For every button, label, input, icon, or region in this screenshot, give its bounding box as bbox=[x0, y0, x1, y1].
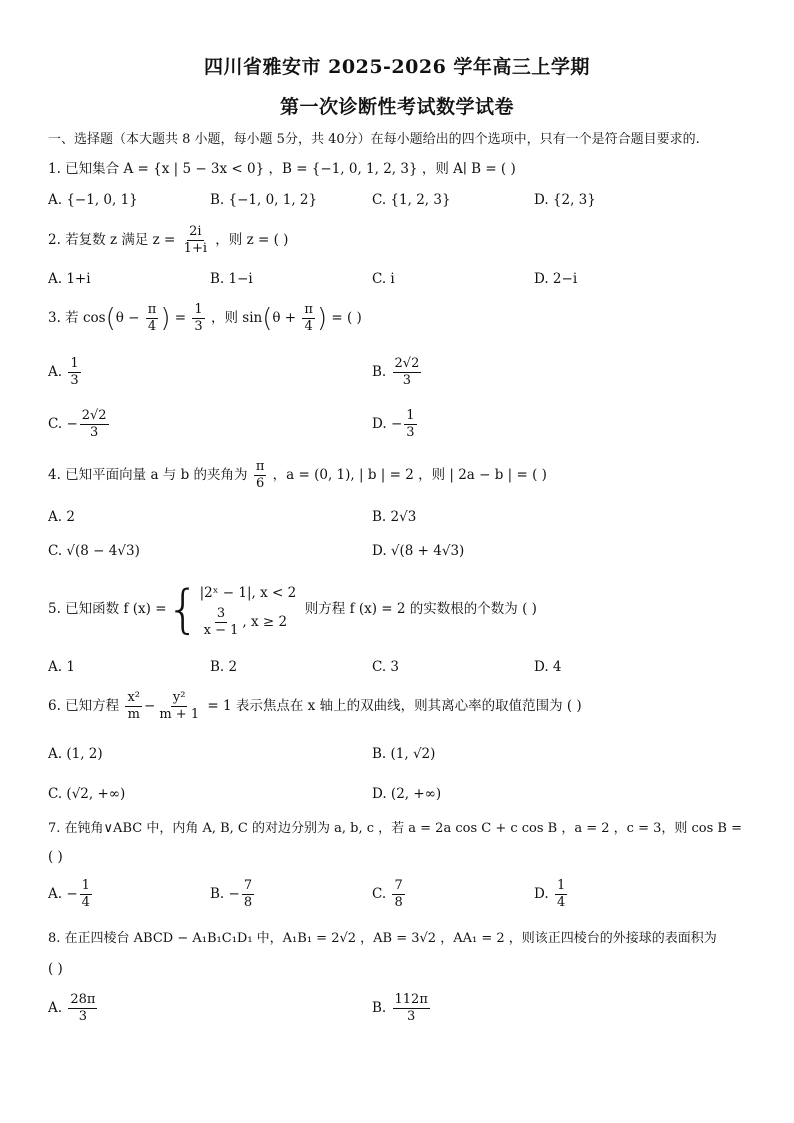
q5-case2-num: 3 bbox=[216, 606, 226, 621]
q8-option-b bbox=[372, 988, 432, 1028]
q3-lparen: ( bbox=[105, 303, 116, 334]
q6-f1-num: x² bbox=[127, 690, 141, 705]
q3-suffix: = ( ) bbox=[331, 310, 362, 326]
q3-pi-num: π bbox=[147, 302, 157, 317]
q5-option-b: B. 2 bbox=[210, 659, 238, 675]
q3-a-den: 3 bbox=[70, 373, 79, 388]
q6-option-d: D. (2, +∞) bbox=[372, 786, 442, 802]
q3-b-frac bbox=[393, 356, 422, 389]
q6-f2-den: m + 1 bbox=[159, 707, 200, 722]
q5-case-1: |2ˣ − 1|, x < 2 bbox=[199, 585, 297, 601]
q6-suffix: = 1 表示焦点在 x 轴上的双曲线，则其离心率的取值范围为 ( ) bbox=[207, 698, 582, 714]
q3-a-frac bbox=[68, 356, 80, 389]
q7-option-b bbox=[210, 874, 256, 914]
q7-b-sign: − bbox=[228, 886, 240, 902]
q5-brace: { bbox=[166, 579, 200, 640]
q5-option-d: D. 4 bbox=[534, 659, 562, 675]
q5-prefix: 5. 已知函数 f (x) = bbox=[48, 601, 167, 617]
q4-angle-frac bbox=[254, 459, 267, 492]
q7-a-frac bbox=[80, 878, 92, 911]
q3-pi-num-2: π bbox=[304, 302, 313, 317]
q7-a-sign: − bbox=[66, 886, 78, 902]
q8-b-label: B. bbox=[372, 1000, 387, 1016]
q3-option-a bbox=[48, 352, 83, 392]
q3-d-den: 3 bbox=[406, 425, 415, 440]
q7-a-label: A. bbox=[48, 886, 63, 902]
q3-b-label: B. bbox=[372, 364, 387, 380]
q2-fraction bbox=[182, 224, 209, 257]
q7-b-num: 7 bbox=[243, 878, 253, 893]
q3-prefix: 3. 若 cos bbox=[48, 310, 106, 326]
q4-option-c: C. √(8 − 4√3) bbox=[48, 543, 140, 559]
q2-prefix: 2. 若复数 z 满足 z = bbox=[48, 232, 176, 248]
q7-d-num: 1 bbox=[556, 878, 566, 893]
q3-option-c bbox=[48, 404, 111, 444]
exam-title-line1: 四川省雅安市 2025-2026 学年高三上学期 bbox=[204, 56, 590, 78]
q3-eq-num: 1 bbox=[194, 302, 203, 317]
q3-c-sign: − bbox=[66, 416, 78, 432]
q3-a-num: 1 bbox=[70, 356, 79, 371]
q6-prefix: 6. 已知方程 bbox=[48, 698, 120, 714]
q1-option-c: C. {1, 2, 3} bbox=[372, 192, 451, 208]
q5-case2-frac bbox=[202, 606, 241, 639]
q5-piecewise bbox=[200, 580, 297, 639]
question-5-stem bbox=[48, 574, 537, 644]
q7-c-num: 7 bbox=[394, 878, 403, 893]
q3-d-frac bbox=[404, 408, 416, 441]
question-2-stem bbox=[48, 220, 288, 260]
q7-b-den: 8 bbox=[243, 895, 253, 910]
q2-option-b: B. 1−i bbox=[210, 271, 253, 287]
q2-option-c: C. i bbox=[372, 271, 395, 287]
q4-prefix: 4. 已知平面向量 a 与 b 的夹角为 bbox=[48, 467, 248, 483]
exam-title-line2: 第一次诊断性考试数学试卷 bbox=[279, 96, 514, 118]
q6-option-b: B. (1, √2) bbox=[372, 746, 436, 762]
q2-frac-den: 1+i bbox=[183, 241, 207, 256]
q1-option-b: B. {−1, 0, 1, 2} bbox=[210, 192, 318, 208]
q3-cos-arg: θ − bbox=[115, 310, 140, 326]
q3-option-b bbox=[372, 352, 423, 392]
q7-a-num: 1 bbox=[81, 878, 90, 893]
q6-option-c: C. (√2, +∞) bbox=[48, 786, 126, 802]
q3-d-label: D. bbox=[372, 416, 387, 432]
q3-c-label: C. bbox=[48, 416, 63, 432]
q4-option-a: A. 2 bbox=[48, 509, 75, 525]
q7-d-label: D. bbox=[534, 886, 549, 902]
question-7-stem: 7. 在钝角∨ABC 中，内角 A, B, C 的对边分别为 a, b, c ，若 a = 2a cos C + c cos B ，a = 2 ，c = 3，则 cos B = bbox=[48, 821, 743, 836]
q3-pi-frac-2 bbox=[302, 302, 315, 335]
q3-pi-den-2: 4 bbox=[304, 319, 313, 334]
q8-b-num: 112π bbox=[394, 992, 428, 1007]
q3-lparen-2: ( bbox=[262, 303, 273, 334]
q2-frac-num: 2i bbox=[189, 224, 202, 239]
q3-pi-den: 4 bbox=[147, 319, 157, 334]
q7-option-a bbox=[48, 874, 94, 914]
q8-a-num: 28π bbox=[70, 992, 96, 1007]
q5-case2-den: x − 1 bbox=[203, 623, 239, 638]
question-8-stem: 8. 在正四棱台 ABCD − A₁B₁C₁D₁ 中，A₁B₁ = 2√2 ，AB = 3√2 ，AA₁ = 2 ，则该正四棱台的外接球的表面积为 bbox=[48, 931, 717, 946]
q2-option-a: A. 1+i bbox=[48, 271, 91, 287]
q5-option-a: A. 1 bbox=[48, 659, 75, 675]
q7-c-label: C. bbox=[372, 886, 387, 902]
q1-option-d: D. {2, 3} bbox=[534, 192, 596, 208]
q3-eq-den: 3 bbox=[194, 319, 203, 334]
q2-suffix: ，则 z = ( ) bbox=[215, 232, 289, 248]
q8-b-den: 3 bbox=[407, 1009, 416, 1024]
question-3-stem: 3. 若 cos(θ − $\frac{\pi}{4}$ ) = $\frac{1}{3}$ ，则 sin(θ + $\frac{\pi}{4}$ ) = ( ) bbox=[48, 302, 362, 334]
q3-option-d bbox=[372, 404, 419, 444]
q8-a-den: 3 bbox=[78, 1009, 88, 1024]
q7-a-den: 4 bbox=[81, 895, 90, 910]
q6-option-a: A. (1, 2) bbox=[48, 746, 103, 762]
q1-option-a: A. {−1, 0, 1} bbox=[48, 192, 138, 208]
q6-frac-y bbox=[157, 690, 201, 723]
q3-d-sign: − bbox=[390, 416, 403, 432]
q3-c-num: 2√2 bbox=[81, 408, 107, 423]
q4-angle-num: π bbox=[255, 459, 265, 474]
question-4-stem bbox=[48, 455, 547, 495]
q3-c-den: 3 bbox=[90, 425, 99, 440]
question-6-stem: 6. 已知方程 $\frac{\text{x²}}{m}$ − $\frac{\text{y²}}{m + 1}$ = 1 表示焦点在 x 轴上的双曲线，则其离心率的取值范围为 ( ) bbox=[48, 690, 582, 722]
q6-frac-x bbox=[125, 690, 142, 723]
q4-suffix: ，a = (0, 1), | b | = 2 ，则 | 2a − b | = ( ) bbox=[272, 467, 547, 483]
q3-eq-frac bbox=[192, 302, 204, 335]
question-8-stem-line2: ( ) bbox=[48, 961, 63, 977]
q3-d-num: 1 bbox=[406, 408, 415, 423]
q5-suffix: 则方程 f (x) = 2 的实数根的个数为 ( ) bbox=[304, 601, 537, 617]
q3-b-den: 3 bbox=[402, 373, 412, 388]
question-7-stem-line2: ( ) bbox=[48, 849, 63, 865]
q3-rparen-2: ) bbox=[316, 303, 328, 334]
q7-option-d bbox=[534, 874, 569, 914]
q3-mid: ，则 sin bbox=[210, 310, 263, 326]
q2-option-d: D. 2−i bbox=[534, 271, 578, 287]
q4-angle-den: 6 bbox=[255, 476, 265, 491]
q4-option-d: D. √(8 + 4√3) bbox=[372, 543, 465, 559]
q3-a-label: A. bbox=[48, 364, 63, 380]
section-heading: 一、选择题（本大题共 8 小题，每小题 5分，共 40分）在每小题给出的四个选项中，只有一个是符合题目要求的. bbox=[48, 132, 700, 147]
q3-pi-frac-1 bbox=[146, 302, 159, 335]
q7-b-label: B. bbox=[210, 886, 225, 902]
q7-option-c bbox=[372, 874, 407, 914]
q7-c-frac bbox=[392, 878, 404, 911]
q7-d-frac bbox=[555, 878, 567, 911]
q6-f1-den: m bbox=[127, 707, 140, 722]
q3-sin-arg: θ + bbox=[272, 310, 297, 326]
question-1-stem: 1. 已知集合 A = {x | 5 − 3x < 0} ，B = {−1, 0, 1, 2, 3} ，则 A∣ B = ( ) bbox=[48, 161, 516, 177]
q3-rparen: ) bbox=[160, 303, 171, 334]
q8-a-label: A. bbox=[48, 1000, 63, 1016]
q7-d-den: 4 bbox=[556, 895, 566, 910]
q5-case2-cond: , x ≥ 2 bbox=[242, 614, 288, 630]
q4-option-b: B. 2√3 bbox=[372, 509, 417, 525]
q3-b-num: 2√2 bbox=[394, 356, 420, 371]
q7-b-frac bbox=[242, 878, 254, 911]
q3-c-frac bbox=[80, 408, 109, 441]
q7-c-den: 8 bbox=[394, 895, 403, 910]
q6-f2-num: y² bbox=[172, 690, 186, 705]
q8-a-frac bbox=[68, 992, 97, 1025]
q8-option-a bbox=[48, 988, 99, 1028]
q5-option-c: C. 3 bbox=[372, 659, 400, 675]
q8-b-frac bbox=[393, 992, 430, 1025]
q5-case-2 bbox=[200, 606, 297, 639]
